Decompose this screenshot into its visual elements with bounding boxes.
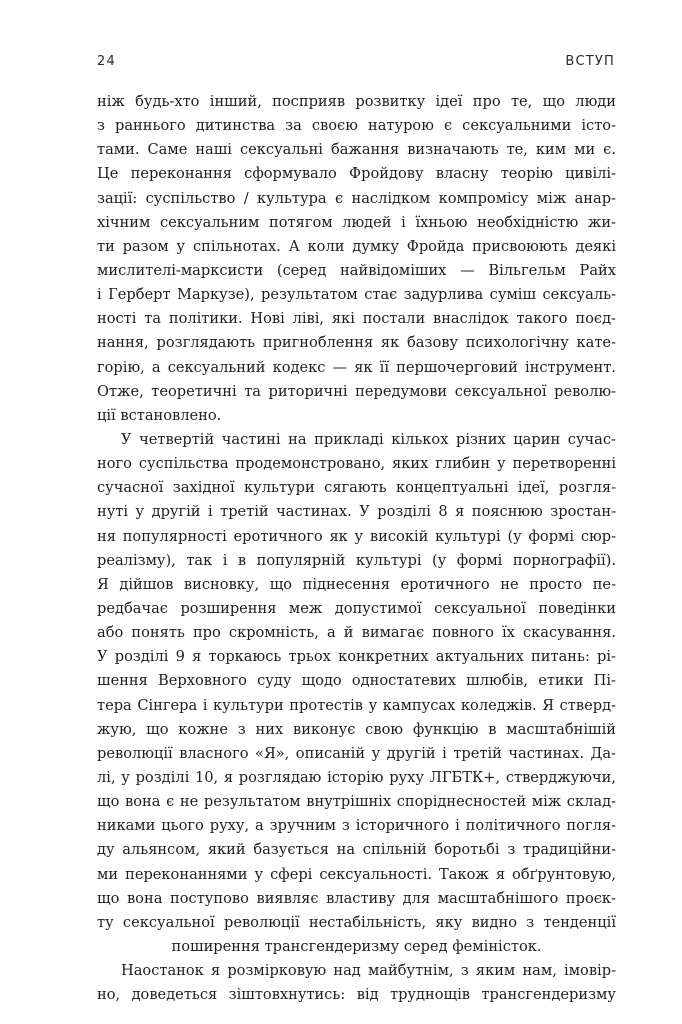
text-line: тами. Саме наші сексуальні бажання визначають те, ким ми є.	[97, 141, 616, 159]
text-line: У розділі 9 я торкаюсь трьох конкретних актуальних питань: рі-	[97, 648, 616, 666]
body-text	[97, 90, 616, 1007]
text-line: зації: суспільство / культура є наслідком компромісу між анар-	[97, 189, 616, 207]
text-line: Отже, теоретичні та риторичні передумови сексуальної револю-	[97, 382, 616, 400]
text-line: мислителі-марксисти (серед найвідоміших — Вільгельм Райх	[97, 261, 616, 279]
text-line: з раннього дитинства за своєю натурою є сексуальними істо-	[97, 117, 616, 135]
text-line: ти разом у спільнотах. А коли думку Фройда присвоюють деякі	[97, 237, 616, 255]
text-line: ніж будь-хто інший, посприяв розвитку ідеї про те, що люди	[97, 93, 616, 110]
text-line: що вона є не результатом внутрішніх споріднесностей між склад-	[97, 793, 616, 811]
text-line: Це переконання сформувало Фройдову власну теорію цивілі-	[97, 165, 616, 183]
section-title: ВСТУП	[565, 54, 615, 69]
text-line: ності та політики. Нові ліві, які постали внаслідок такого поєд-	[97, 310, 616, 328]
text-line: і Герберт Маркузе), результатом стає задурлива суміш сексуаль-	[97, 286, 616, 304]
text-line: лі, у розділі 10, я розглядаю історію руху ЛГБТК+, стверджуючи,	[97, 768, 616, 786]
text-line: нуті у другій і третій частинах. У розділі 8 я пояснюю зростан-	[97, 503, 616, 521]
text-line: ту сексуальної революції нестабільність, яку видно з тенденції	[97, 913, 616, 931]
text-line: Наостанок я розмірковую над майбутнім, з яким нам, імовір-	[121, 962, 616, 980]
text-line: но, доведеться зіштовхнутись: від труднощів трансгендеризму	[97, 986, 616, 1004]
text-line: ного суспільства продемонстровано, яких глибин у перетворенні	[97, 455, 616, 473]
text-line: реалізму), так і в популярній культурі (у формі порнографії).	[97, 551, 616, 569]
text-line: ції встановлено.	[97, 406, 222, 424]
text-line: ду альянсом, який базується на спільній боротьбі з традиційни-	[97, 841, 616, 859]
text-line: ми переконаннями у сфері сексуальності. Також я обґрунтовую,	[97, 865, 616, 883]
text-line: поширення трансгендеризму серед феміністок.	[171, 937, 542, 955]
running-head	[97, 54, 615, 74]
text-line: що вона поступово виявляє властиву для масштабнішого проєк-	[97, 889, 616, 907]
text-line: горію, а сексуальний кодекс — як її першочерговий інструмент.	[97, 358, 616, 376]
text-line: нання, розглядають пригноблення як базову психологічну кате-	[97, 334, 616, 352]
text-line: жую, що кожне з них виконує свою функцію в масштабнішій	[97, 720, 616, 738]
text-line: Я дійшов висновку, що піднесення еротичного не просто пе-	[97, 575, 616, 593]
text-line: редбачає розширення меж допустимої сексуальної поведінки	[97, 599, 616, 617]
text-line: сучасної західної культури сягають концептуальні ідеї, розгля-	[97, 479, 616, 497]
text-line: тера Сінгера і культури протестів у кампусах коледжів. Я стверд-	[97, 696, 616, 714]
text-line: революції власного «Я», описаній у другій і третій частинах. Да-	[97, 744, 616, 762]
page-number: 24	[97, 54, 116, 69]
text-line: ня популярності еротичного як у високій культурі (у формі сюр-	[97, 527, 616, 545]
text-line: або понять про скромність, а й вимагає повного їх скасування.	[97, 624, 616, 642]
text-line: никами цього руху, а зручним з історичного і політичного погля-	[97, 817, 616, 835]
text-line: У четвертій частині на прикладі кількох різних царин сучас-	[121, 430, 616, 448]
text-line: шення Верховного суду щодо одностатевих шлюбів, етики Пі-	[97, 672, 616, 690]
text-line: хічним сексуальним потягом людей і їхньою необхідністю жи-	[97, 213, 616, 231]
